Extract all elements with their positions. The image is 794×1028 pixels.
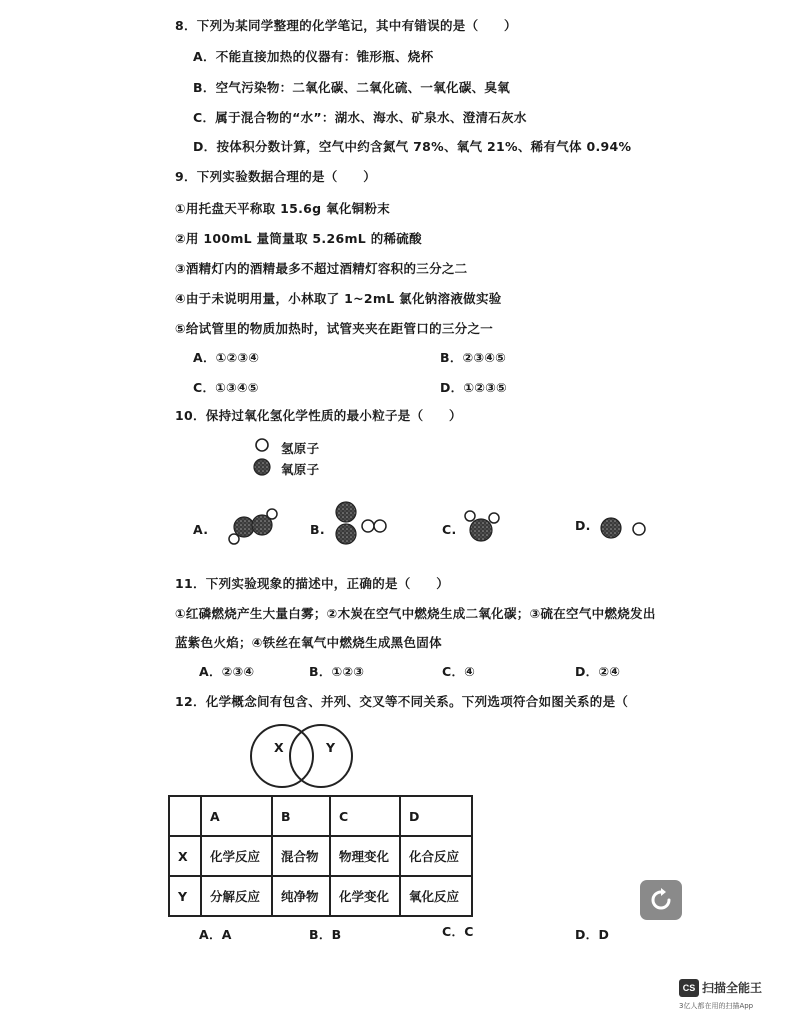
rotate-button[interactable] bbox=[640, 880, 682, 920]
table-cell: 物理变化 bbox=[330, 836, 400, 876]
q9-stem: 9．下列实验数据合理的是（ ） bbox=[175, 169, 376, 184]
oxygen-atom-icon bbox=[254, 459, 270, 475]
molecule-c-icon bbox=[462, 506, 508, 548]
q12-option-c: C．C bbox=[442, 924, 474, 939]
options-table bbox=[168, 795, 473, 917]
table-header-cell: A bbox=[201, 796, 272, 836]
q8-option-d: D．按体积分数计算，空气中约含氮气 78%、氧气 21%、稀有气体 0.94% bbox=[193, 139, 632, 154]
molecule-b-icon bbox=[330, 496, 394, 552]
q9-statement-2: ②用 100mL 量筒量取 5.26mL 的稀硫酸 bbox=[175, 231, 422, 246]
table-header-cell bbox=[169, 796, 201, 836]
watermark-subtitle: 3亿人都在用的扫描App bbox=[679, 1002, 754, 1010]
venn-y-label: Y bbox=[326, 740, 336, 755]
camscanner-logo-icon: CS bbox=[679, 979, 699, 997]
atom-legend-icons bbox=[250, 434, 280, 480]
table-cell: X bbox=[169, 836, 201, 876]
q11-option-d: D．②④ bbox=[575, 664, 621, 679]
q8-stem: 8．下列为某同学整理的化学笔记，其中有错误的是（ ） bbox=[175, 18, 517, 33]
legend-oxygen-label: 氧原子 bbox=[281, 462, 320, 477]
table-row bbox=[169, 876, 472, 916]
q11-option-c: C．④ bbox=[442, 664, 476, 679]
q10-option-c: C. bbox=[442, 522, 457, 537]
q12-option-a: A．A bbox=[199, 927, 232, 942]
venn-x-label: X bbox=[274, 740, 284, 755]
table-cell: 分解反应 bbox=[201, 876, 272, 916]
q11-statements-line2: 蓝紫色火焰；④铁丝在氧气中燃烧生成黑色固体 bbox=[175, 635, 442, 650]
q12-option-d: D．D bbox=[575, 927, 610, 942]
q11-option-a: A．②③④ bbox=[199, 664, 255, 679]
q9-option-a: A．①②③④ bbox=[193, 350, 260, 365]
venn-diagram bbox=[245, 720, 365, 790]
table-cell: 混合物 bbox=[272, 836, 330, 876]
table-cell: Y bbox=[169, 876, 201, 916]
q8-option-a: A．不能直接加热的仪器有：锥形瓶、烧杯 bbox=[193, 49, 434, 64]
q10-option-a: A. bbox=[193, 522, 209, 537]
q11-option-b: B．①②③ bbox=[309, 664, 365, 679]
molecule-d-icon bbox=[598, 512, 652, 546]
table-header-cell: B bbox=[272, 796, 330, 836]
rotate-icon bbox=[649, 888, 673, 912]
q12-option-b: B．B bbox=[309, 927, 342, 942]
table-cell: 纯净物 bbox=[272, 876, 330, 916]
table-cell: 化合反应 bbox=[400, 836, 472, 876]
q10-option-d: D. bbox=[575, 518, 591, 533]
q10-stem: 10．保持过氧化氢化学性质的最小粒子是（ ） bbox=[175, 408, 462, 423]
watermark-title: 扫描全能王 bbox=[702, 981, 763, 995]
q11-stem: 11．下列实验现象的描述中，正确的是（ ） bbox=[175, 576, 449, 591]
table-header-cell: C bbox=[330, 796, 400, 836]
hydrogen-atom-icon bbox=[256, 439, 268, 451]
q9-option-d: D．①②③⑤ bbox=[440, 380, 508, 395]
table-header-cell: D bbox=[400, 796, 472, 836]
q9-option-b: B．②③④⑤ bbox=[440, 350, 507, 365]
table-header-row bbox=[169, 796, 472, 836]
legend-hydrogen-label: 氢原子 bbox=[281, 441, 320, 456]
table-cell: 化学反应 bbox=[201, 836, 272, 876]
q9-statement-5: ⑤给试管里的物质加热时，试管夹夹在距管口的三分之一 bbox=[175, 321, 494, 336]
table-cell: 化学变化 bbox=[330, 876, 400, 916]
q9-statement-4: ④由于未说明用量，小林取了 1~2mL 氯化钠溶液做实验 bbox=[175, 291, 502, 306]
table-cell: 氧化反应 bbox=[400, 876, 472, 916]
q12-stem: 12．化学概念间有包含、并列、交叉等不同关系。下列选项符合如图关系的是（ bbox=[175, 694, 629, 709]
q9-statement-1: ①用托盘天平称取 15.6g 氧化铜粉末 bbox=[175, 201, 391, 216]
q9-statement-3: ③酒精灯内的酒精最多不超过酒精灯容积的三分之二 bbox=[175, 261, 468, 276]
molecule-a-icon bbox=[224, 504, 284, 550]
q9-option-c: C．①③④⑤ bbox=[193, 380, 259, 395]
q8-option-b: B．空气污染物：二氧化碳、二氧化硫、一氧化碳、臭氧 bbox=[193, 80, 511, 95]
table-row bbox=[169, 836, 472, 876]
q11-statements-line1: ①红磷燃烧产生大量白雾；②木炭在空气中燃烧生成二氧化碳；③硫在空气中燃烧发出 bbox=[175, 606, 656, 621]
q10-option-b: B. bbox=[310, 522, 325, 537]
q8-option-c: C．属于混合物的“水”：湖水、海水、矿泉水、澄清石灰水 bbox=[193, 110, 527, 125]
